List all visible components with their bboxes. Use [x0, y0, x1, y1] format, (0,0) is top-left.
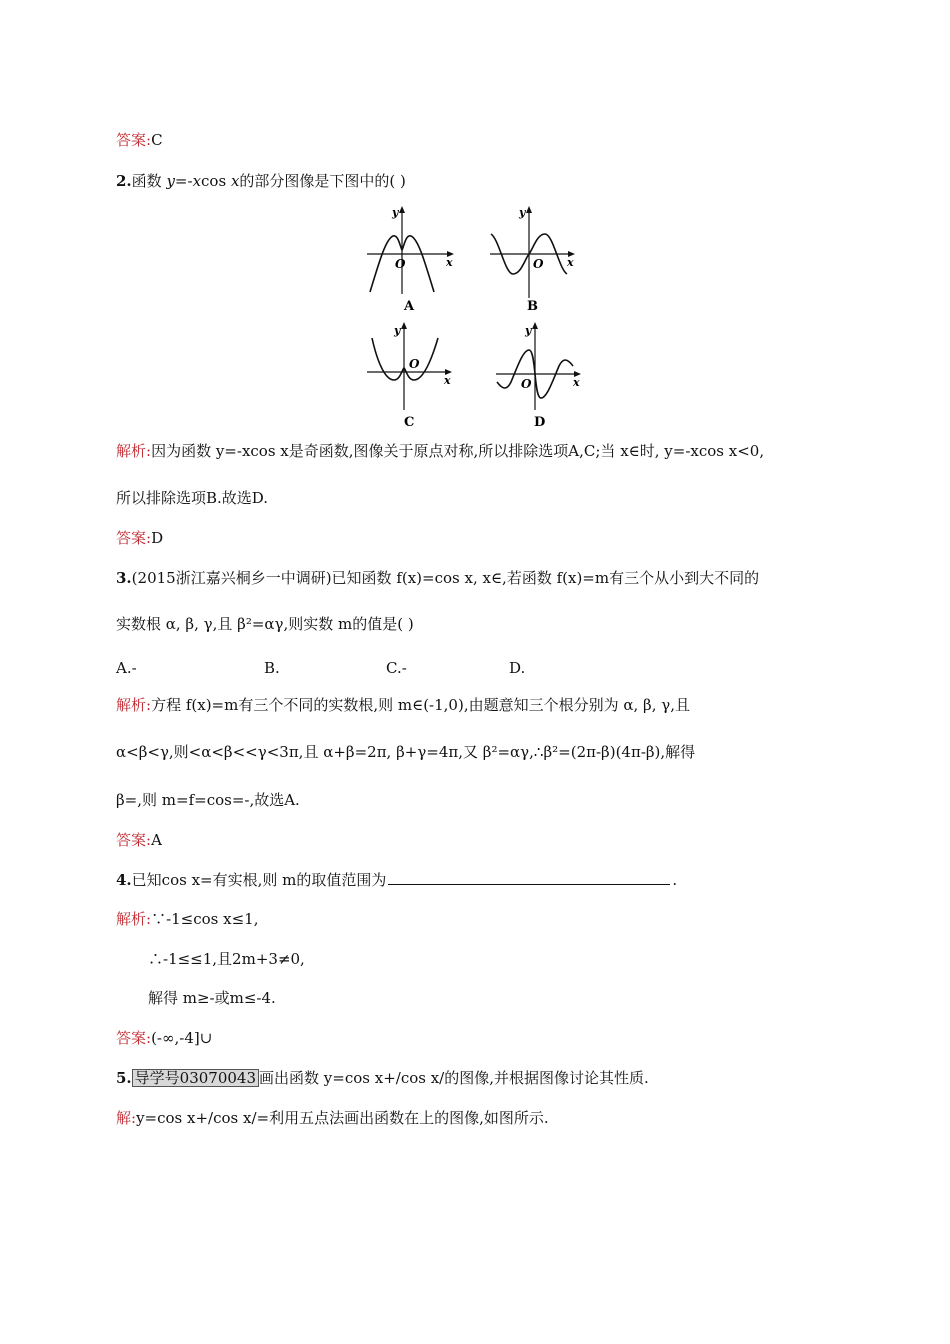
graph-d	[493, 320, 593, 434]
answer-label: 答案:	[116, 529, 152, 547]
answer-value: (-∞,-4]∪	[151, 1029, 213, 1047]
question-3-line-2	[116, 614, 414, 634]
analysis-text: ∴-1≤≤1,且2m+3≠0,	[148, 950, 305, 968]
answer-1	[116, 130, 163, 150]
answer-blank	[388, 870, 670, 885]
solution-label: 解:	[116, 1109, 137, 1127]
option-d: D.	[509, 659, 526, 677]
question-5	[116, 1068, 649, 1088]
q2-answer	[116, 528, 163, 548]
question-text: 实数根 α, β, γ,且 β²=αγ,则实数 m的值是( )	[116, 615, 414, 633]
q4-answer	[116, 1028, 212, 1048]
q5-solution	[116, 1108, 549, 1128]
reference-tag: 导学号03070043	[132, 1069, 259, 1087]
question-text-end: 的部分图像是下图中的( )	[239, 172, 406, 190]
x-axis-label: x	[567, 256, 574, 269]
q3-answer	[116, 830, 162, 850]
q3-analysis-line-2	[116, 742, 695, 762]
origin-label: O	[395, 257, 406, 271]
question-number: 4.	[116, 871, 132, 889]
formula-cos: cos	[201, 172, 231, 190]
analysis-text: 所以排除选项B.故选D.	[116, 489, 269, 507]
answer-value: A	[151, 831, 162, 849]
x-axis-label: x	[446, 256, 453, 269]
answer-value: D	[151, 529, 164, 547]
x-axis-label: x	[573, 376, 580, 389]
origin-label: O	[533, 257, 544, 271]
answer-label: 答案:	[116, 831, 152, 849]
q3-analysis-line-3	[116, 790, 300, 810]
formula-x: x	[230, 172, 240, 190]
graph-label: C	[404, 415, 415, 430]
graph-a-plot	[362, 204, 462, 314]
question-2	[116, 171, 406, 191]
answer-label: 答案:	[116, 1029, 152, 1047]
analysis-label: 解析:	[116, 442, 152, 460]
origin-label: O	[521, 377, 532, 391]
y-axis-label: y	[394, 324, 401, 337]
graph-b-plot	[487, 204, 587, 314]
question-text: (2015浙江嘉兴桐乡一中调研)已知函数 f(x)=cos x, x∈,若函数 f(x)=m有三个从小到大不同的	[131, 569, 760, 587]
question-4	[116, 870, 677, 890]
question-text: 已知cos x=有实根,则 m的取值范围为	[131, 871, 387, 889]
graph-d-plot	[493, 320, 593, 430]
analysis-label: 解析:	[116, 910, 152, 928]
graph-c	[362, 320, 462, 434]
option-a: A.-	[116, 659, 137, 677]
q3-analysis-line-1	[116, 695, 690, 715]
analysis-text: β=,则 m=f=cos=-,故选A.	[116, 791, 300, 809]
question-end: .	[672, 871, 678, 889]
q2-analysis-line-1	[116, 441, 764, 461]
question-text: 画出函数 y=cos x+/cos x/的图像,并根据图像讨论其性质.	[259, 1069, 649, 1087]
option-c: C.-	[386, 659, 407, 677]
graph-label: B	[527, 299, 538, 314]
q4-analysis-line-2	[148, 949, 305, 969]
question-3-line-1	[116, 568, 759, 588]
graph-label: D	[534, 415, 546, 430]
analysis-text: 因为函数 y=-xcos x是奇函数,图像关于原点对称,所以排除选项A,C;当 x∈时, y=-xcos x<0,	[151, 442, 765, 460]
solution-text: y=cos x+/cos x/=利用五点法画出函数在上的图像,如图所示.	[136, 1109, 549, 1127]
answer-label: 答案:	[116, 131, 152, 149]
q4-analysis-line-3	[148, 988, 276, 1008]
y-axis-label: y	[392, 206, 399, 219]
origin-label: O	[409, 357, 420, 371]
question-number: 5.	[116, 1069, 132, 1087]
analysis-text: 方程 f(x)=m有三个不同的实数根,则 m∈(-1,0),由题意知三个根分别为 α, β, γ,且	[151, 696, 690, 714]
analysis-text: ∵-1≤cos x≤1,	[151, 910, 259, 928]
analysis-label: 解析:	[116, 696, 152, 714]
question-number: 3.	[116, 569, 132, 587]
graph-b	[487, 204, 587, 318]
q2-analysis-line-2	[116, 488, 268, 508]
answer-value: C	[151, 131, 163, 149]
option-b: B.	[264, 659, 280, 677]
question-number: 2.	[116, 172, 132, 190]
graph-c-plot	[362, 320, 462, 430]
analysis-text: 解得 m≥-或m≤-4.	[148, 989, 276, 1007]
x-axis-label: x	[444, 374, 451, 387]
q4-analysis-line-1	[116, 909, 258, 929]
graph-label: A	[404, 299, 415, 314]
analysis-text: α<β<γ,则<α<β<<γ<3π,且 α+β=2π, β+γ=4π,又 β²=αγ,∴β²=(2π-β)(4π-β),解得	[116, 743, 696, 761]
graph-a	[362, 204, 462, 318]
y-axis-label: y	[525, 324, 532, 337]
formula: y=-x	[166, 172, 202, 190]
question-text: 函数	[131, 172, 167, 190]
y-axis-label: y	[519, 206, 526, 219]
